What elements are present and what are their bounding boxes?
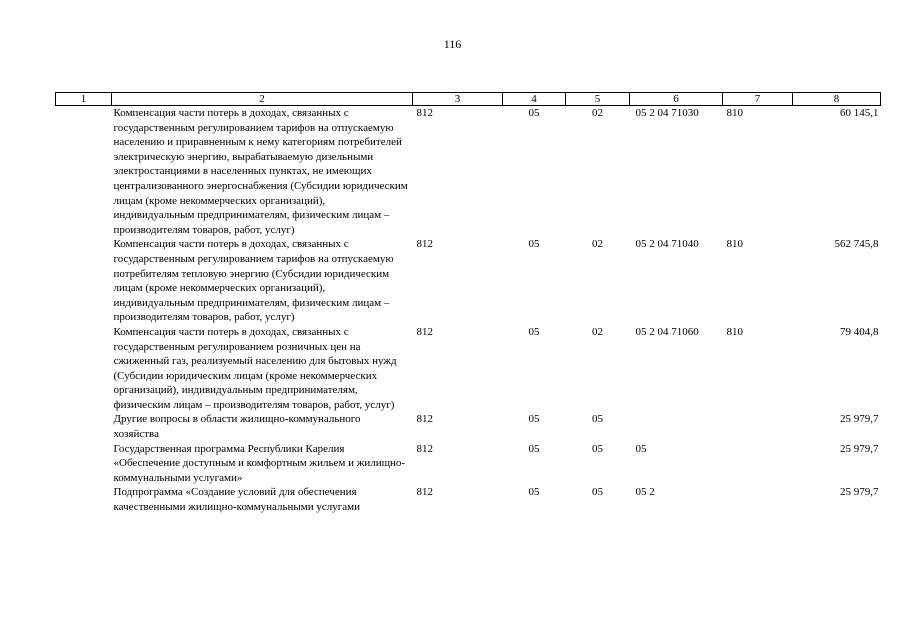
cell-name: Государственная программа Республики Карелия «Обеспечение доступным и комфортным жильем и жилищно-коммунальными услугами» [113, 442, 406, 484]
column-header: 5 [566, 93, 630, 106]
cell-ministry: 812 [416, 107, 433, 119]
cell-section: 05 [528, 325, 540, 338]
cell-ministry: 812 [416, 442, 433, 455]
cell-name: Подпрограмма «Создание условий для обеспечения качественными жилищно-коммунальными услугами [113, 486, 361, 514]
cell-amount: 25 979,7 [840, 486, 879, 499]
cell-target-article: 05 [635, 442, 647, 455]
cell-name: Компенсация части потерь в доходах, связанных с государственным регулированием тарифов на отпускаемую населению и приравненным к нему категориям потребителей электрическую энергию, вырабатываемую дизельными электростанциями в населенных пунктах, не имеющих централизованного энергоснабжения (Субсидии юридическим лицам (кроме некоммерческих организаций), индивидуальным предпринимателям, физическим лицам – производителям товаров, работ, услуг) [113, 107, 408, 236]
cell-target-article: 05 2 04 71030 [635, 107, 699, 119]
cell-amount: 79 404,8 [840, 325, 879, 338]
column-header: 1 [56, 93, 112, 106]
cell-expense-type [723, 442, 793, 486]
cell-ministry: 812 [416, 325, 433, 338]
cell-amount: 562 745,8 [834, 238, 879, 251]
table-row [56, 412, 881, 441]
cell-name: Другие вопросы в области жилищно-коммунального хозяйства [113, 413, 361, 441]
cell-expense-type: 810 [726, 238, 743, 251]
column-header: 6 [630, 93, 723, 106]
cell-name: Компенсация части потерь в доходах, связанных с государственным регулированием тарифов на отпускаемую потребителям тепловую энергию (Субсидии юридическим лицам (кроме некоммерческих организаций), индивидуальным предпринимателям, физическим лицам – производителям товаров, работ, услуг) [113, 238, 394, 324]
cell-section: 05 [528, 238, 540, 251]
cell-index [56, 412, 112, 441]
cell-index [56, 237, 112, 325]
cell-section: 05 [528, 413, 540, 426]
cell-target-article [630, 412, 723, 441]
column-header: 3 [413, 93, 503, 106]
cell-target-article: 05 2 04 71040 [635, 238, 699, 251]
cell-subsection: 05 [592, 413, 603, 426]
page-number: 116 [443, 37, 462, 51]
cell-section: 05 [528, 442, 540, 455]
cell-subsection: 05 [592, 442, 603, 455]
cell-index [56, 325, 112, 413]
cell-ministry: 812 [416, 238, 433, 251]
cell-amount: 25 979,7 [840, 442, 879, 455]
cell-subsection: 02 [592, 238, 603, 251]
column-header: 7 [723, 93, 793, 106]
table-row [56, 442, 881, 486]
budget-table [55, 92, 881, 515]
cell-index [56, 442, 112, 486]
cell-expense-type [723, 412, 793, 441]
column-header: 4 [503, 93, 566, 106]
cell-subsection: 02 [592, 325, 603, 338]
cell-ministry: 812 [416, 486, 433, 499]
cell-subsection: 02 [592, 107, 603, 119]
cell-name: Компенсация части потерь в доходах, связанных с государственным регулированием розничных цен на сжиженный газ, реализуемый населению для бытовых нужд (Субсидии юридическим лицам (кроме некоммерческих организаций), индивидуальным предпринимателям, физическим лицам – производителям товаров, работ, услуг) [113, 325, 397, 411]
column-header: 8 [793, 93, 881, 106]
cell-expense-type: 810 [726, 325, 743, 338]
cell-index [56, 106, 112, 238]
cell-amount: 60 145,1 [840, 107, 879, 119]
cell-amount: 25 979,7 [840, 413, 879, 426]
table-row [56, 237, 881, 325]
table-row [56, 325, 881, 413]
cell-expense-type [723, 485, 793, 514]
header-row [56, 93, 881, 106]
cell-section: 05 [528, 486, 540, 499]
cell-target-article: 05 2 04 71060 [635, 325, 699, 338]
cell-index [56, 485, 112, 514]
table-row [56, 485, 881, 514]
cell-expense-type: 810 [726, 107, 743, 119]
column-header: 2 [112, 93, 413, 106]
table-row [56, 106, 881, 238]
cell-section: 05 [528, 107, 540, 119]
cell-subsection: 05 [592, 486, 603, 499]
cell-ministry: 812 [416, 413, 433, 426]
cell-target-article: 05 2 [635, 486, 655, 499]
